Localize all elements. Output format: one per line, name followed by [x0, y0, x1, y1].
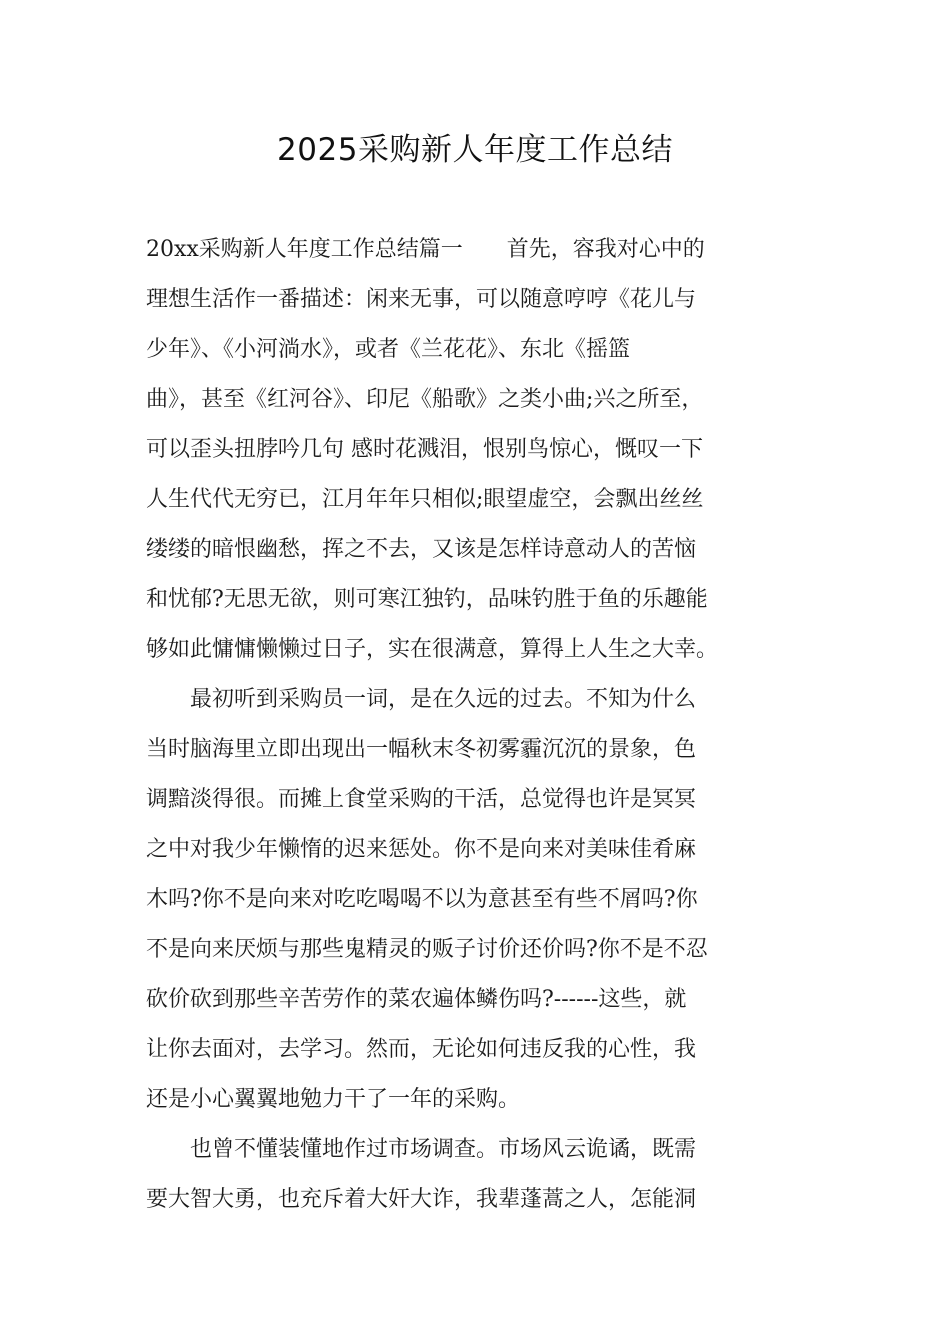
text-line: 调黯淡得很。而摊上食堂采购的干活，总觉得也许是冥冥: [146, 787, 697, 812]
text-line: 人生代代无穷已，江月年年只相似;眼望虚空，会飘出丝丝: [146, 487, 704, 512]
text-line: 20xx采购新人年度工作总结篇一 首先，容我对心中的: [146, 237, 705, 262]
text-line: 不是向来厌烦与那些鬼精灵的贩子讨价还价吗?你不是不忍: [146, 937, 708, 962]
text-line: 可以歪头扭脖吟几句 感时花溅泪，恨别鸟惊心，慨叹一下: [146, 437, 703, 462]
text-line: 和忧郁?无思无欲，则可寒江独钓，品味钓胜于鱼的乐趣能: [146, 587, 708, 612]
text-line: 砍价砍到那些辛苦劳作的菜农遍体鳞伤吗?------这些，就: [146, 987, 687, 1012]
text-line: 之中对我少年懒惰的迟来惩处。你不是向来对美味佳肴麻: [146, 837, 697, 862]
text-line: 缕缕的暗恨幽愁，挥之不去，又该是怎样诗意动人的苦恼: [146, 537, 697, 562]
document-title: 2025采购新人年度工作总结: [277, 132, 673, 168]
text-line: 理想生活作一番描述：闲来无事，可以随意哼哼《花儿与: [146, 287, 697, 312]
text-line: 要大智大勇，也充斥着大奸大诈，我辈蓬蒿之人，怎能洞: [146, 1187, 697, 1212]
text-line: 少年》、《小河淌水》，或者《兰花花》、东北《摇篮: [146, 337, 631, 362]
text-line: 还是小心翼翼地勉力干了一年的采购。: [146, 1087, 521, 1112]
text-line: 曲》，甚至《红河谷》、印尼《船歌》之类小曲;兴之所至，: [146, 387, 704, 412]
text-line: 最初听到采购员一词，是在久远的过去。不知为什么: [146, 687, 697, 712]
text-line: 够如此慵慵懒懒过日子，实在很满意，算得上人生之大幸。: [146, 637, 719, 662]
text-line: 让你去面对，去学习。然而，无论如何违反我的心性，我: [146, 1037, 697, 1062]
text-line: 也曾不懂装懂地作过市场调查。市场风云诡谲，既需: [146, 1137, 697, 1162]
document-body: [146, 232, 826, 1232]
text-line: 当时脑海里立即出现出一幅秋末冬初雾霾沉沉的景象，色: [146, 737, 697, 762]
text-line: 木吗?你不是向来对吃吃喝喝不以为意甚至有些不屑吗?你: [146, 887, 698, 912]
